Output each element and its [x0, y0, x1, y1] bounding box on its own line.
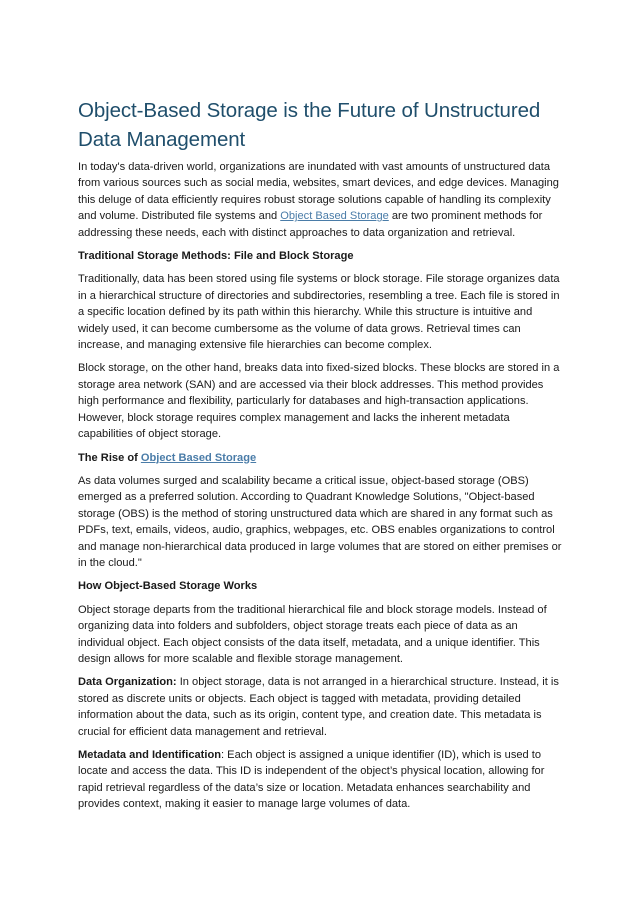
- section-heading-traditional-storage: Traditional Storage Methods: File and Block Storage: [78, 250, 354, 263]
- object-based-storage-link[interactable]: Object Based Storage: [280, 210, 389, 223]
- document-page: [78, 96, 564, 820]
- metadata-identification-text: : Each object is assigned a unique identifier (ID), which is used to locate and access the data. This ID is independent of the object’s physical location, allowing for rapid retrieval regardless of the data’s size or location. Metadata enhances searchability and provides context, making it easier to manage large volumes of data.: [78, 749, 545, 811]
- object-based-storage-heading-link[interactable]: Object Based Storage: [140, 451, 257, 464]
- section-heading-how-obs-works: How Object-Based Storage Works: [78, 580, 258, 593]
- file-storage-paragraph: Traditionally, data has been stored using file systems or block storage. File storage organizes data in a hierarchical structure of directories and subdirectories, resembling a tree. Each file is stored in a specific location defined by its path within this hierarchy. While this structure is intuitive and widely used, it can become cumbersome as the volume of data grows. Retrieval times can increase, and managing extensive file hierarchies can become complex.: [78, 273, 560, 352]
- page-title: Object-Based Storage is the Future of Unstructured Data Management: [78, 99, 541, 151]
- section-heading-rise-of-obs: [78, 450, 564, 466]
- obs-works-paragraph: Object storage departs from the traditional hierarchical file and block storage models. Instead of organizing data into folders and subfolders, object storage treats each piece of data as an individual object. Each object consists of the data itself, metadata, and a unique identifier. This design allows for more scalable and flexible storage management.: [78, 603, 547, 665]
- obs-rise-paragraph: As data volumes surged and scalability became a critical issue, object-based storage (OBS) emerged as a preferred solution. According to Quadrant Knowledge Solutions, "Object-based storage (OBS) is the method of storing unstructured data which are shared in any format such as PDFs, text, emails, videos, audio, graphics, webpages, etc. OBS enables organizations to control and manage non-hierarchical data produced in large volumes that are stored on either premises or in the cloud.": [78, 474, 562, 569]
- metadata-identification-paragraph: [78, 747, 564, 813]
- intro-text-after: are two prominent methods for addressing these needs, each with distinct approaches to data organization and retrieval.: [78, 210, 543, 239]
- data-organization-text: In object storage, data is not arranged in a hierarchical structure. Instead, it is stored as discrete units or objects. Each object is tagged with metadata, providing detailed information about the data, such as its origin, content type, and creation date. This metadata is crucial for efficient data management and retrieval.: [78, 676, 559, 738]
- block-storage-paragraph: Block storage, on the other hand, breaks data into fixed-sized blocks. These blocks are stored in a storage area network (SAN) and are accessed via their block addresses. This method provides high performance and flexibility, particularly for databases and high-transaction applications. However, block storage requires complex management and lacks the inherent metadata capabilities of object storage.: [78, 362, 560, 441]
- data-organization-paragraph: [78, 674, 564, 740]
- heading-prefix: The Rise of: [78, 451, 141, 464]
- intro-text-before: In today's data-driven world, organizations are inundated with vast amounts of unstructured data from various sources such as social media, websites, smart devices, and edge devices. Managing this deluge of data efficiently requires robust storage solutions capable of handling its complexity and volume. Distributed file systems and: [78, 161, 559, 223]
- intro-paragraph: [78, 159, 564, 241]
- data-organization-label: Data Organization:: [78, 676, 177, 689]
- metadata-identification-label: Metadata and Identification: [78, 749, 221, 761]
